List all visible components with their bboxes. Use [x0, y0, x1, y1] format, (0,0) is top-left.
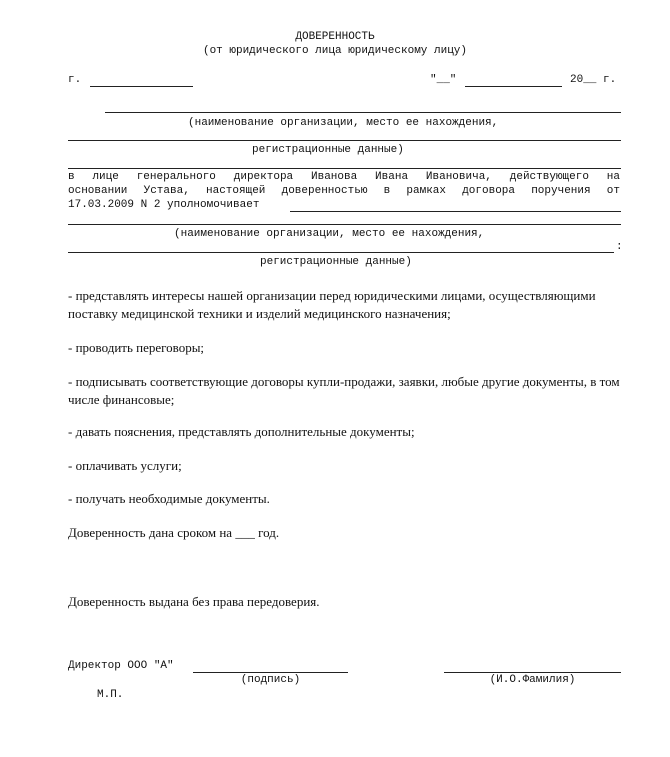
caption-org2: (наименование организации, место ее нахождения,: [174, 228, 485, 240]
body-line-3: 17.03.2009 N 2 уполномочивает: [68, 199, 260, 211]
director-label: Директор ООО "А": [68, 660, 174, 672]
no-delegation-text: Доверенность выдана без права передоверия.: [68, 594, 320, 609]
power-item: - подписывать соответствующие договоры купли-продажи, заявки, любые другие документы, в том числе финансовые;: [68, 374, 620, 407]
org2-name-line: [68, 224, 621, 225]
term-text: Доверенность дана сроком на ___ год.: [68, 525, 280, 540]
signature-caption: (подпись): [240, 674, 301, 686]
caption-org1: (наименование организации, место ее нахождения,: [188, 117, 499, 129]
org1-reg-line: [68, 168, 621, 169]
power-item: - давать пояснения, представлять дополнительные документы;: [68, 424, 415, 439]
body-line-2: основании Устава, настоящей доверенностью в рамках договора поручения от: [68, 185, 620, 197]
date-month-line: [465, 86, 562, 87]
date-year: 20__ г.: [570, 74, 617, 86]
name-caption: (И.О.Фамилия): [489, 674, 576, 686]
power-item: - представлять интересы нашей организации перед юридическими лицами, осуществляющими поставку медицинской техники и изделий медицинского назначения;: [68, 288, 596, 321]
power-item: - оплачивать услуги;: [68, 458, 182, 473]
org1-name-line: [105, 112, 621, 113]
colon: :: [616, 241, 623, 253]
power-item: - получать необходимые документы.: [68, 491, 270, 506]
org1-location-line: [68, 140, 621, 141]
caption-reg1: регистрационные данные): [252, 144, 404, 156]
org2-blank-line: [290, 211, 621, 212]
document-subtitle: (от юридического лица юридическому лицу): [202, 45, 468, 57]
date-day: "__": [430, 74, 457, 86]
org2-location-line: [68, 252, 614, 253]
body-line-1: в лице генерального директора Иванова Ивана Ивановича, действующего на: [68, 171, 620, 183]
power-item: - проводить переговоры;: [68, 340, 205, 355]
caption-reg2: регистрационные данные): [260, 256, 412, 268]
city-prefix: г.: [68, 74, 82, 86]
city-blank-line: [90, 86, 193, 87]
document-title: ДОВЕРЕННОСТЬ: [295, 31, 375, 43]
stamp-label: М.П.: [97, 689, 124, 701]
